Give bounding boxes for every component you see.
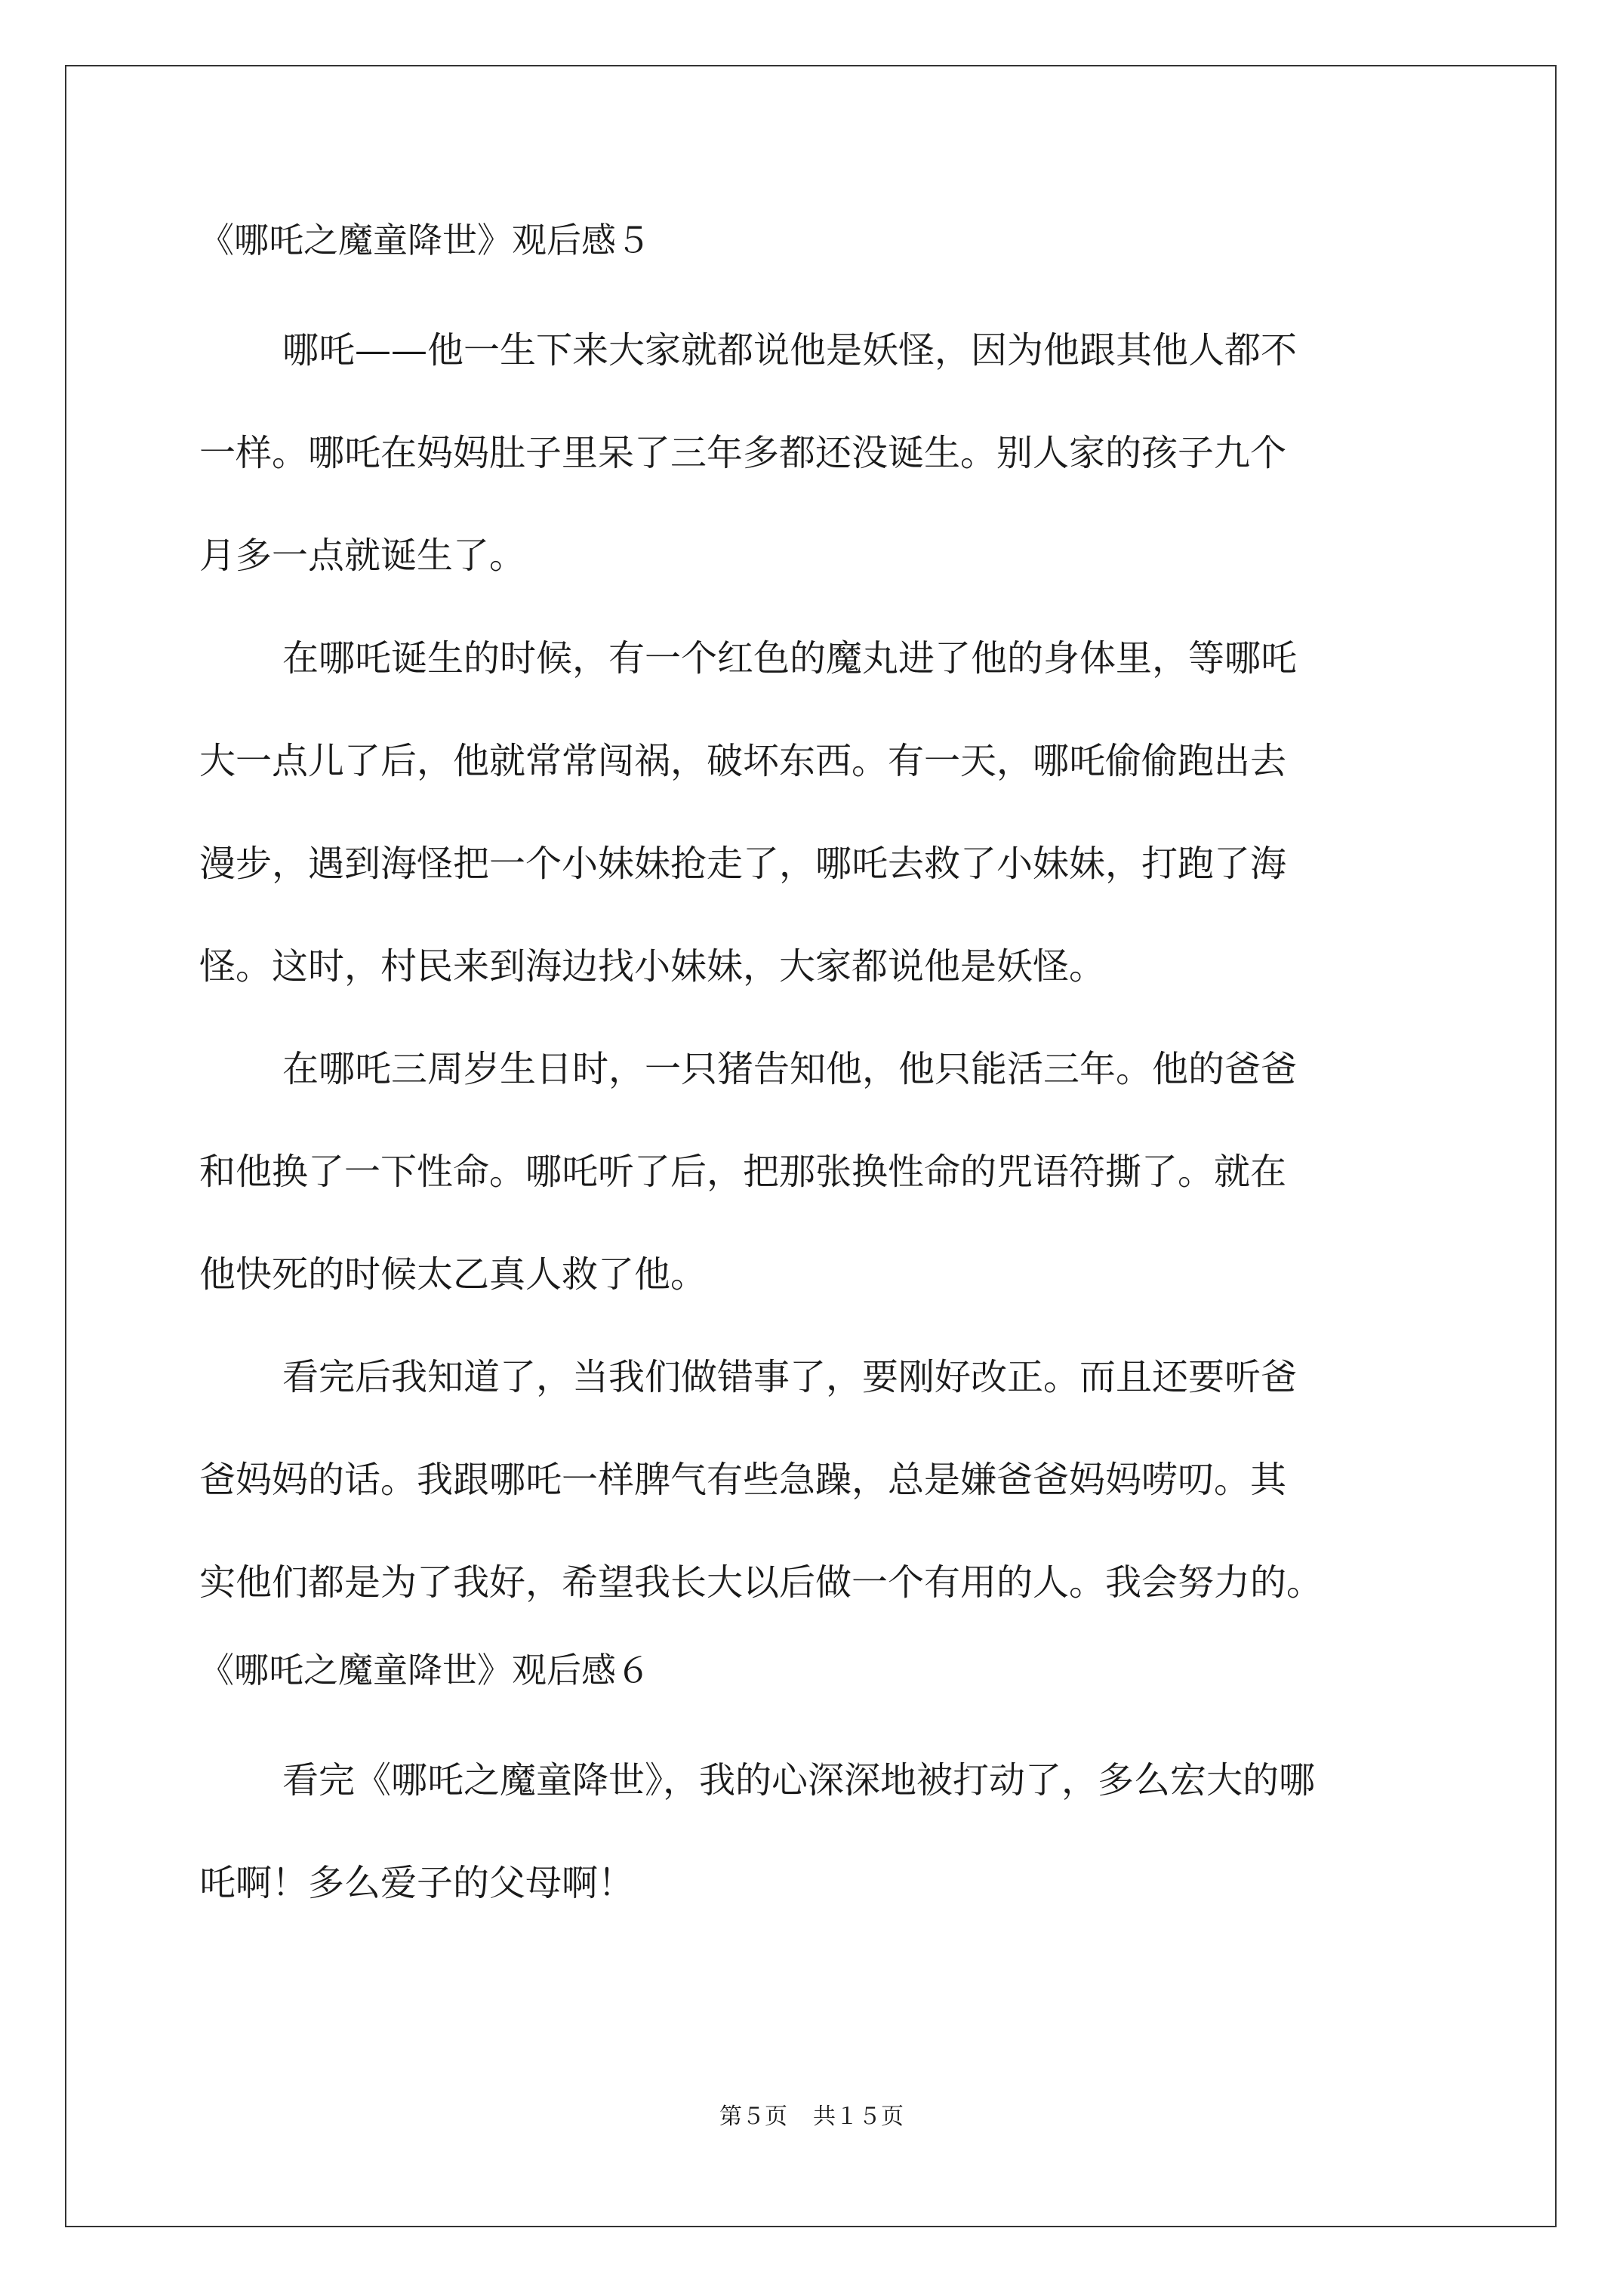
paragraph-line: 哪吒——他一生下来大家就都说他是妖怪，因为他跟其他人都不 [282,329,1298,371]
page-footer [0,2102,1623,2132]
paragraph-line: 一样。哪吒在妈妈肚子里呆了三年多都还没诞生。别人家的孩子九个 [199,432,1287,474]
paragraph-line: 看完《哪吒之魔童降世》，我的心深深地被打动了，多么宏大的哪 [282,1759,1316,1801]
page-number: 第５页 [719,2103,787,2130]
paragraph-line: 大一点儿了后，他就常常闯祸，破坏东西。有一天，哪吒偷偷跑出去 [199,740,1287,782]
paragraph-line: 和他换了一下性命。哪吒听了后，把那张换性命的咒语符撕了。就在 [199,1151,1287,1193]
paragraph-line: 月多一点就诞生了。 [199,535,526,577]
paragraph-line: 在哪吒三周岁生日时，一只猪告知他，他只能活三年。他的爸爸 [282,1048,1298,1090]
section-heading-5: 《哪吒之魔童降世》观后感５ [199,220,651,260]
document-body [199,204,1437,1934]
paragraph-line: 爸妈妈的话。我跟哪吒一样脾气有些急躁，总是嫌爸爸妈妈唠叨。其 [199,1459,1287,1501]
paragraph-line: 怪。这时，村民来到海边找小妹妹，大家都说他是妖怪。 [199,945,1106,988]
paragraph-line: 在哪吒诞生的时候，有一个红色的魔丸进了他的身体里，等哪吒 [282,637,1298,680]
page-total: 共１５页 [813,2103,904,2130]
paragraph-line: 吒啊！多么爱子的父母啊！ [199,1862,635,1904]
paragraph-line: 他快死的时候太乙真人救了他。 [199,1253,707,1296]
paragraph-line: 漫步，遇到海怪把一个小妹妹抢走了，哪吒去救了小妹妹，打跑了海 [199,843,1287,885]
paragraph-line: 实他们都是为了我好，希望我长大以后做一个有用的人。我会努力的。 [199,1561,1323,1604]
section-heading-6: 《哪吒之魔童降世》观后感６ [199,1650,651,1690]
paragraph-line: 看完后我知道了，当我们做错事了，要刚好改正。而且还要听爸 [282,1356,1298,1398]
